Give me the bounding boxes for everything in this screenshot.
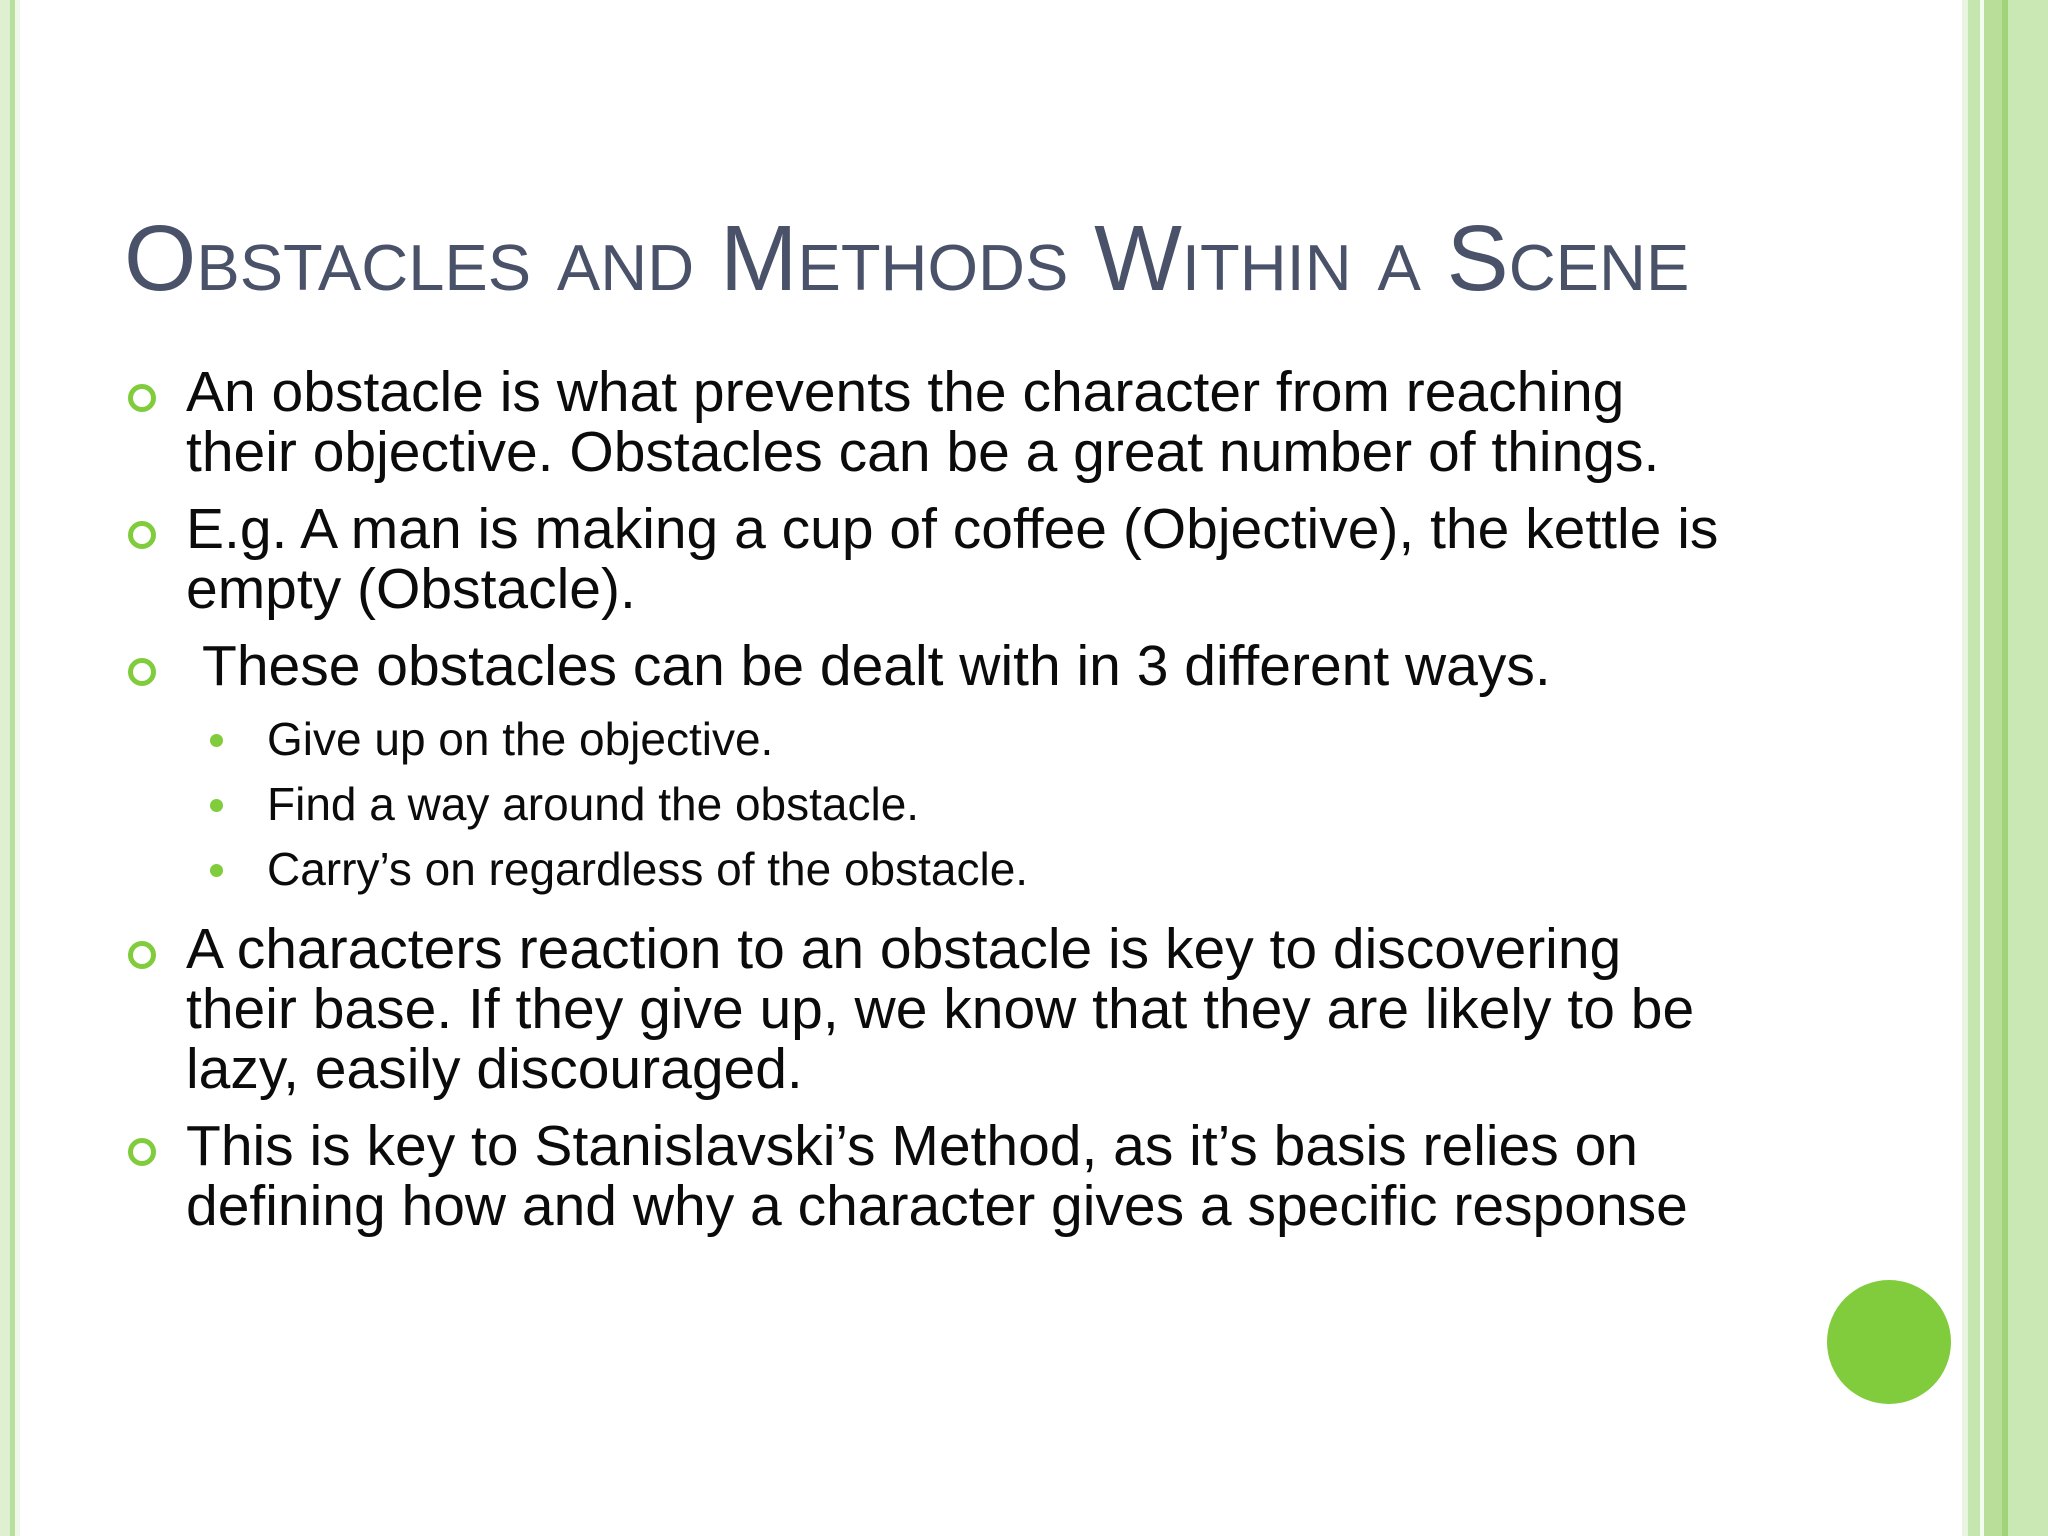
bullet-text: These obstacles can be dealt with in 3 different ways. [202, 634, 1551, 698]
right-border-stripe [2008, 0, 2048, 1536]
hollow-circle-bullet-icon [128, 1138, 156, 1166]
sub-bullet-list [124, 707, 1744, 902]
sub-bullet-text: Carry’s on regardless of the obstacle. [267, 843, 1029, 895]
bullet-item [124, 362, 1744, 482]
hollow-circle-bullet-icon [128, 521, 156, 549]
bullet-text: A characters reaction to an obstacle is key to discovering their base. If they give up, we know that they are likely to be lazy, easily discouraged. [186, 917, 1695, 1101]
left-border-stripe [0, 0, 10, 1536]
right-border-stripe [1984, 0, 2002, 1536]
bullet-item [124, 919, 1744, 1099]
right-border-stripe [1968, 0, 1980, 1536]
left-border-stripe [15, 0, 20, 1536]
hollow-circle-bullet-icon [128, 658, 156, 686]
bullet-item [124, 1116, 1744, 1236]
sub-bullet-item [124, 772, 1744, 837]
sub-bullet-text: Find a way around the obstacle. [267, 778, 920, 830]
slide-title: Obstacles and Methods Within a Scene [124, 206, 1690, 310]
sub-bullet-item [124, 837, 1744, 902]
bullet-text: An obstacle is what prevents the character from reaching their objective. Obstacles can be a great number of things. [186, 360, 1660, 484]
filled-dot-bullet-icon [210, 799, 223, 812]
sub-bullet-text: Give up on the objective. [267, 713, 774, 765]
hollow-circle-bullet-icon [128, 384, 156, 412]
filled-dot-bullet-icon [210, 864, 223, 877]
bullet-text: E.g. A man is making a cup of coffee (Objective), the kettle is empty (Obstacle). [186, 497, 1719, 621]
bullet-text: This is key to Stanislavski’s Method, as it’s basis relies on defining how and why a character gives a specific response [186, 1114, 1688, 1238]
sub-bullet-item [124, 707, 1744, 772]
slide-body [124, 362, 1744, 1253]
hollow-circle-bullet-icon [128, 941, 156, 969]
bullet-item [124, 499, 1744, 619]
green-circle-decoration [1827, 1280, 1951, 1404]
bullet-item [124, 636, 1744, 696]
filled-dot-bullet-icon [210, 734, 223, 747]
